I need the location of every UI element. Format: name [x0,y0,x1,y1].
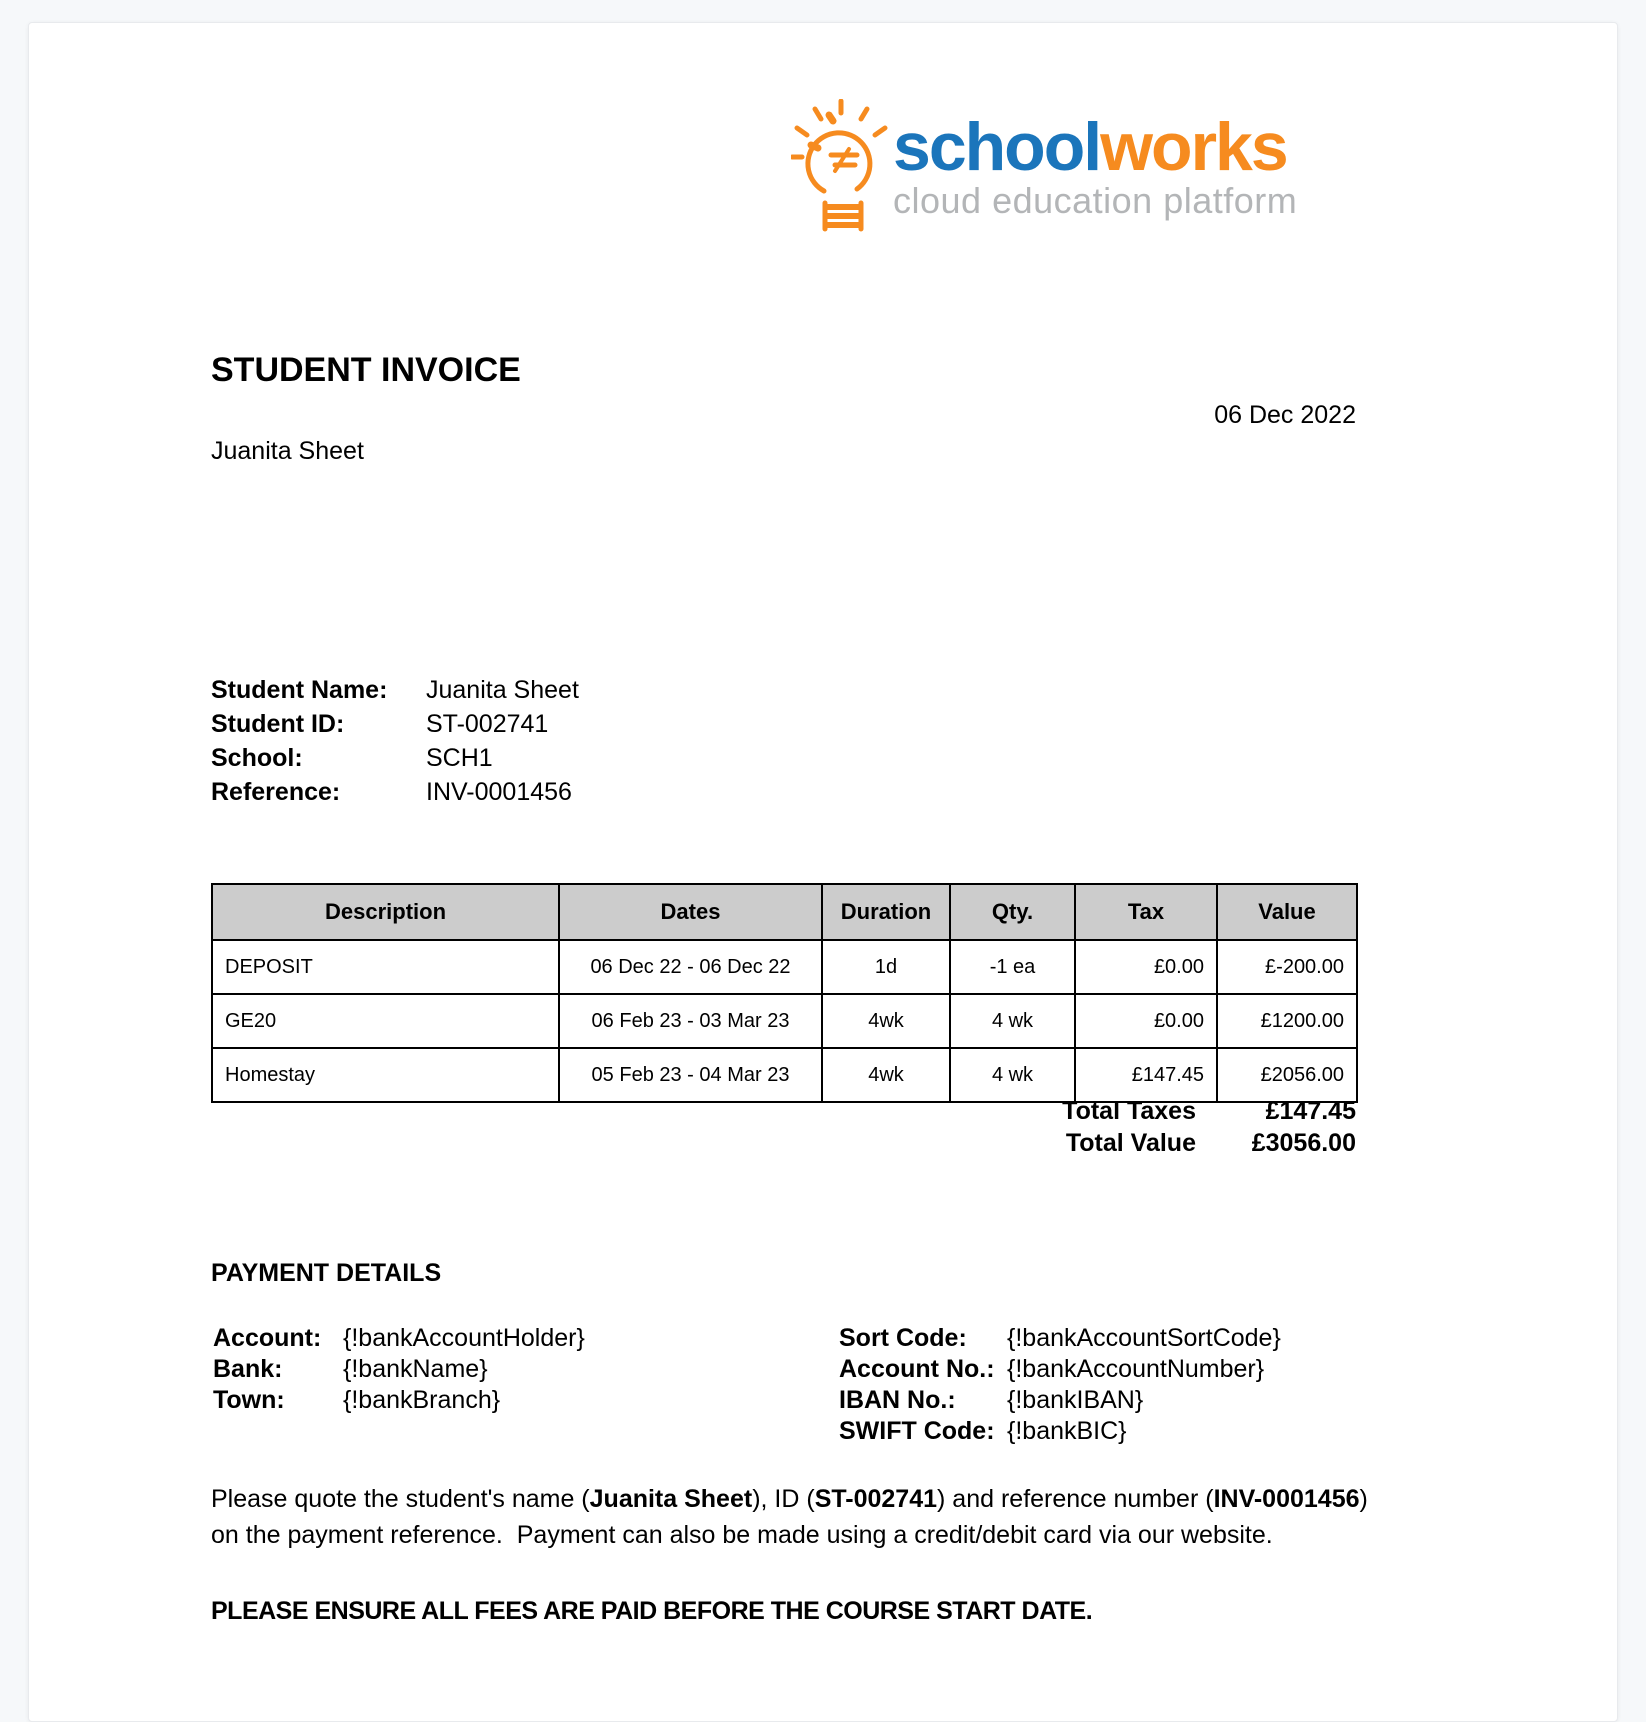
detail-row-reference [211,775,579,809]
payment-label: Account No.: [839,1355,995,1383]
recipient-name: Juanita Sheet [211,437,364,465]
table-row [212,1048,1357,1102]
payment-label: Town: [213,1386,285,1414]
payment-label: SWIFT Code: [839,1417,995,1445]
total-taxes-label: Total Taxes [1062,1097,1196,1125]
cell-qty: -1 ea [950,940,1075,994]
totals [829,1097,1356,1161]
cell-duration: 4wk [822,994,950,1048]
note-text: Please quote the student's name ( [211,1485,590,1513]
total-value-label: Total Value [1065,1129,1196,1157]
payment-row-iban [839,1385,1281,1416]
payment-value: {!bankBranch} [343,1386,501,1414]
cell-tax: £147.45 [1075,1048,1217,1102]
logo-tagline: cloud education platform [893,180,1298,221]
table-row [212,940,1357,994]
cell-value: £1200.00 [1217,994,1357,1048]
detail-value: ST-002741 [426,709,549,738]
table-header-row [212,884,1357,940]
total-taxes-row [829,1097,1356,1129]
payment-value: {!bankAccountSortCode} [1007,1324,1281,1352]
logo [791,99,1297,233]
payment-row-town [213,1385,585,1416]
cell-qty: 4 wk [950,1048,1075,1102]
cell-value: £-200.00 [1217,940,1357,994]
payment-details-left [213,1323,585,1416]
detail-row-student-name [211,673,579,707]
payment-label: IBAN No.: [839,1386,956,1414]
detail-value: INV-0001456 [426,777,572,806]
note-student-id: ST-002741 [814,1485,938,1513]
column-header-tax: Tax [1075,884,1217,940]
payment-value: {!bankIBAN} [1007,1386,1144,1414]
invoice-page [28,22,1618,1722]
cell-dates: 06 Feb 23 - 03 Mar 23 [559,994,822,1048]
payment-label: Account: [213,1324,322,1352]
payment-value: {!bankAccountHolder} [343,1324,585,1352]
cell-value: £2056.00 [1217,1048,1357,1102]
payment-value: {!bankAccountNumber} [1007,1355,1265,1383]
column-header-description: Description [212,884,559,940]
cell-qty: 4 wk [950,994,1075,1048]
cell-description: Homestay [212,1048,559,1102]
total-taxes-value: £147.45 [1265,1097,1356,1125]
column-header-value: Value [1217,884,1357,940]
fees-warning: PLEASE ENSURE ALL FEES ARE PAID BEFORE THE COURSE START DATE. [211,1597,1093,1625]
cell-tax: £0.00 [1075,940,1217,994]
invoice-table [211,883,1358,1103]
column-header-qty: Qty. [950,884,1075,940]
detail-value: Juanita Sheet [426,675,579,704]
detail-label: School: [211,743,303,772]
note-text: ) and reference number ( [937,1485,1214,1513]
payment-row-sort-code [839,1323,1281,1354]
page-title: STUDENT INVOICE [211,351,521,389]
payment-details-heading: PAYMENT DETAILS [211,1259,442,1287]
payment-row-account [213,1323,585,1354]
column-header-duration: Duration [822,884,950,940]
payment-value: {!bankName} [343,1355,488,1383]
cell-tax: £0.00 [1075,994,1217,1048]
total-value-row [829,1129,1356,1161]
total-value-value: £3056.00 [1251,1129,1356,1157]
student-details [211,673,579,809]
logo-word-works: works [1100,109,1287,185]
cell-dates: 06 Dec 22 - 06 Dec 22 [559,940,822,994]
payment-details-right [839,1323,1281,1447]
payment-label: Bank: [213,1355,283,1383]
detail-row-student-id [211,707,579,741]
note-text: ) on the payment reference. Payment can also be made using a credit/debit card via our website. [211,1485,1375,1549]
detail-value: SCH1 [426,743,493,772]
cell-description: GE20 [212,994,559,1048]
payment-label: Sort Code: [839,1324,967,1352]
cell-description: DEPOSIT [212,940,559,994]
detail-row-school [211,741,579,775]
detail-label: Student ID: [211,709,345,738]
logo-text [893,99,1297,233]
payment-row-bank [213,1354,585,1385]
payment-value: {!bankBIC} [1007,1417,1127,1445]
note-student-name: Juanita Sheet [589,1485,753,1513]
note-text: ), ID ( [752,1485,815,1513]
payment-row-swift [839,1416,1281,1447]
table-row [212,994,1357,1048]
invoice-date: 06 Dec 2022 [1214,401,1356,429]
column-header-dates: Dates [559,884,822,940]
detail-label: Student Name: [211,675,388,704]
cell-duration: 1d [822,940,950,994]
cell-duration: 4wk [822,1048,950,1102]
lightbulb-icon [791,99,891,233]
note-reference: INV-0001456 [1213,1485,1360,1513]
cell-dates: 05 Feb 23 - 04 Mar 23 [559,1048,822,1102]
logo-word-school: school [893,109,1101,185]
payment-row-account-no [839,1354,1281,1385]
detail-label: Reference: [211,777,341,806]
payment-reference-note [211,1481,1375,1553]
